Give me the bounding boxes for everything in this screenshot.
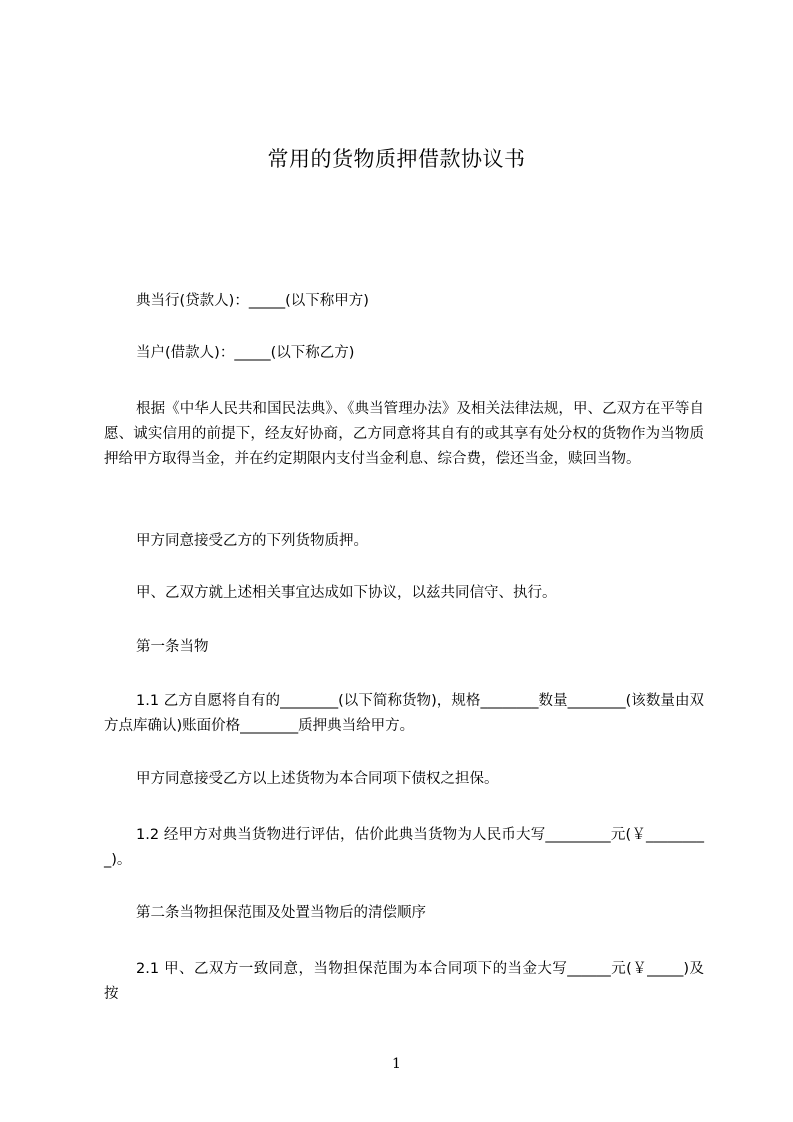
clause-1-1: 1.1 乙方自愿将自有的________(以下简称货物)，规格________数量________(该数量由双方点库确认)账面价格________质押典当给甲方。 — [104, 693, 704, 734]
clause-2-1: 2.1 甲、乙双方一致同意，当物担保范围为本合同项下的当金大写______元(￥_____)及按 — [104, 961, 704, 1002]
guarantee-paragraph: 甲方同意接受乙方以上述货物为本合同项下债权之担保。 — [136, 771, 499, 787]
clause-1-2: 1.2 经甲方对典当货物进行评估，估价此典当货物为人民币大写_________元(￥_________)。 — [104, 827, 704, 868]
acceptance-paragraph: 甲方同意接受乙方的下列货物质押。 — [136, 533, 368, 549]
document-title: 常用的货物质押借款协议书 — [267, 147, 526, 171]
article-1-heading: 第一条当物 — [136, 639, 209, 655]
borrower-line: 当户(借款人)：_____(以下称乙方) — [136, 345, 355, 361]
agreement-paragraph: 甲、乙双方就上述相关事宜达成如下协议，以兹共同信守、执行。 — [136, 585, 557, 601]
article-2-heading: 第二条当物担保范围及处置当物后的清偿顺序 — [136, 905, 426, 921]
lender-line: 典当行(贷款人)：_____(以下称甲方) — [136, 293, 369, 309]
preamble-paragraph: 根据《中华人民共和国民法典》、《典当管理办法》及相关法律法规，甲、乙双方在平等自愿、诚实信用的前提下，经友好协商，乙方同意将其自有的或其享有处分权的货物作为当物质押给甲方取得当金，并在约定期限内支付当金利息、综合费，偿还当金，赎回当物。 — [104, 401, 704, 467]
page-number: 1 — [392, 1056, 401, 1072]
